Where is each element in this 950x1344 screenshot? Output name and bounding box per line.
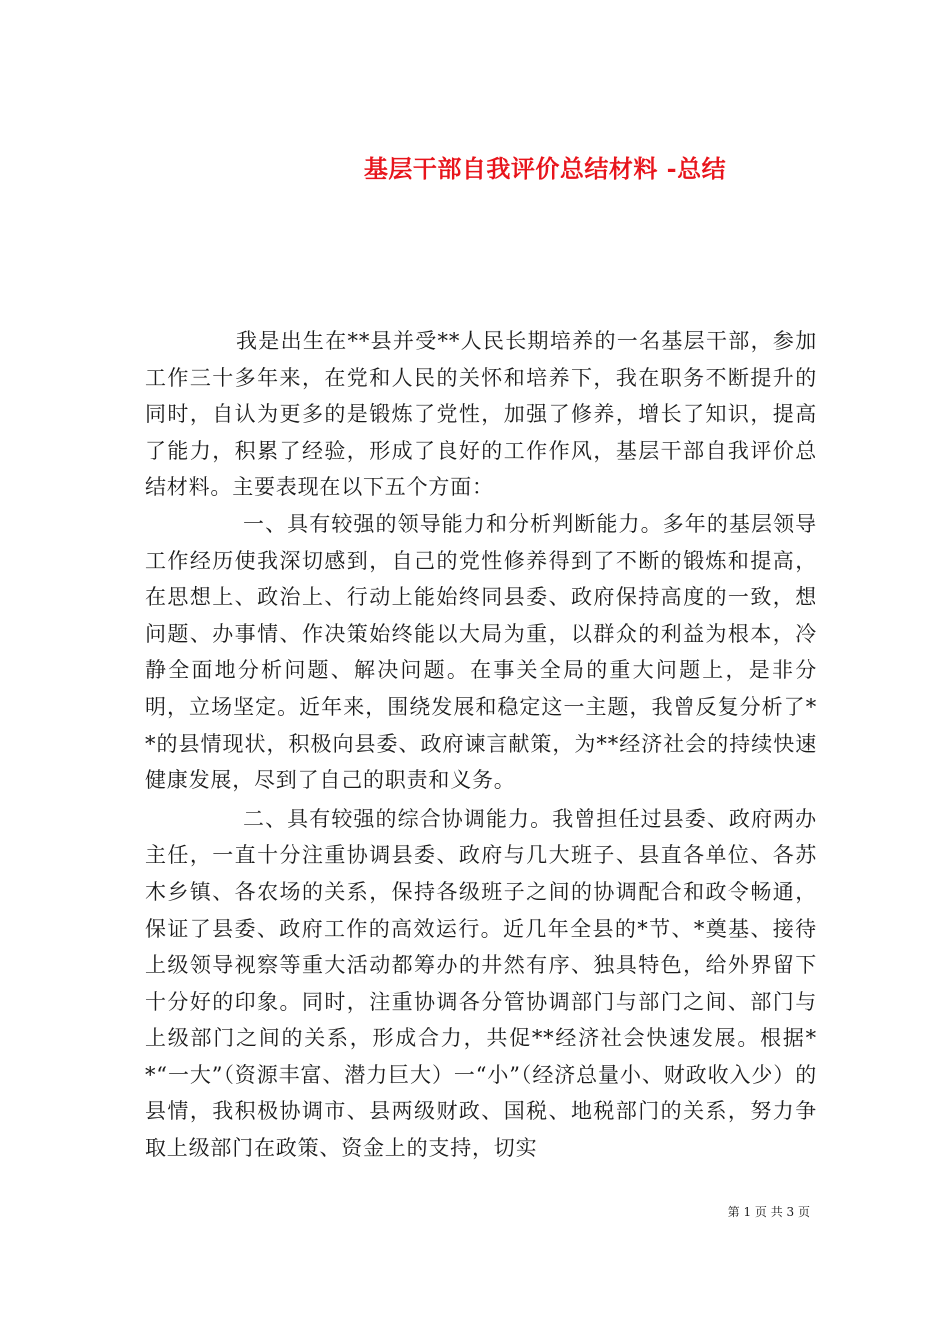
paragraph-coordination: 二、具有较强的综合协调能力。我曾担任过县委、政府两办主任，一直十分注重协调县委、政府与几大班子、县直各单位、各苏木乡镇、各农场的关系，保持各级班子之间的协调配合和政令畅通，保证了县委、政府工作的高效运行。近几年全县的*节、*奠基、接待上级领导视察等重大活动都筹办的井然有序、独具特色，给外界留下十分好的印象。同时，注重协调各分管协调部门与部门之间、部门与上级部门之间的关系，形成合力，共促**经济社会快速发展。根据**“一大”（资源丰富、潜力巨大）一“小”（经济总量小、财政收入少）的县情，我积极协调市、县两级财政、国税、地税部门的关系，努力争取上级部门在政策、资金上的支持，切实	[145, 806, 817, 1161]
document-title: 基层干部自我评价总结材料 -总结	[363, 154, 727, 184]
document-body	[145, 323, 817, 1167]
paragraph-leadership: 一、具有较强的领导能力和分析判断能力。多年的基层领导工作经历使我深切感到，自己的党性修养得到了不断的锻炼和提高，在思想上、政治上、行动上能始终同县委、政府保持高度的一致，想问题、办事情、作决策始终能以大局为重，以群众的利益为根本，冷静全面地分析问题、解决问题。在事关全局的重大问题上，是非分明，立场坚定。近年来，围绕发展和稳定这一主题，我曾反复分析了**的县情现状，积极向县委、政府谏言献策，为**经济社会的持续快速健康发展，尽到了自己的职责和义务。	[145, 511, 817, 793]
page-number-footer: 第 1 页 共 3 页	[727, 1205, 810, 1219]
paragraph-intro: 我是出生在**县并受**人民长期培养的一名基层干部，参加工作三十多年来，在党和人民的关怀和培养下，我在职务不断提升的同时，自认为更多的是锻炼了党性，加强了修养，增长了知识，提高了能力，积累了经验，形成了良好的工作作风，基层干部自我评价总结材料。主要表现在以下五个方面：	[145, 329, 817, 500]
